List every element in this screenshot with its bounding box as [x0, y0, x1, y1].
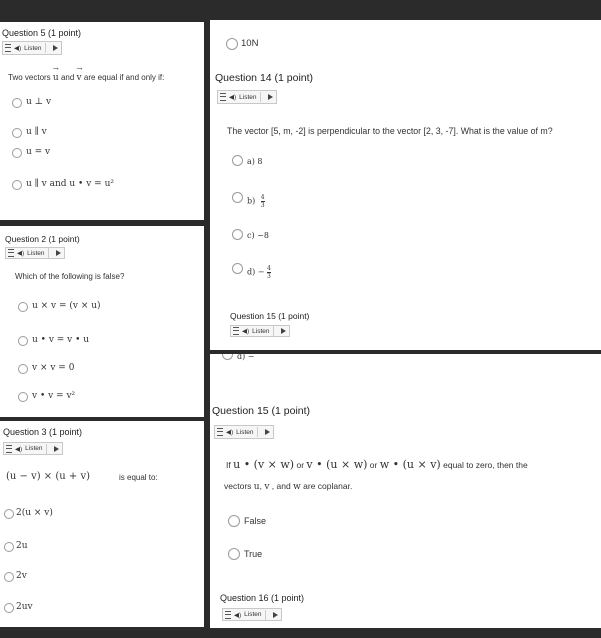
- listen-label: Listen: [24, 44, 42, 52]
- q3-option-2-label: 2u: [16, 541, 28, 551]
- question-14-panel: [210, 20, 601, 350]
- q5-option-4-label: u ∥ v and u • v = u²: [26, 179, 114, 189]
- q3-option-3-label: 2v: [16, 571, 27, 581]
- q3-option-2-radio[interactable]: [4, 542, 14, 552]
- menu-icon: [220, 93, 226, 101]
- question-15-title: Question 15 (1 point): [212, 405, 311, 417]
- fraction-d: $\frac{4}{3}$: [267, 265, 271, 280]
- vec-v: v: [264, 482, 270, 492]
- menu-icon: [5, 44, 11, 52]
- prev-option-label: 10N: [241, 38, 259, 49]
- prev-option-radio[interactable]: [226, 38, 238, 50]
- question-14-listen-button[interactable]: [217, 90, 277, 104]
- q2-option-4-radio[interactable]: [18, 392, 28, 402]
- question-15-panel: [210, 354, 601, 628]
- play-icon: [56, 250, 61, 256]
- q14-option-b-label: b) $\frac{4}{3}$: [247, 194, 265, 209]
- q14-option-d-radio[interactable]: [232, 263, 243, 274]
- speaker-icon: ◀): [242, 328, 250, 335]
- vector-v: → v: [77, 73, 82, 83]
- question-2-panel: [0, 226, 204, 417]
- q15-option-false-radio[interactable]: [228, 515, 240, 527]
- speaker-icon: ◀): [229, 94, 237, 101]
- question-5-prompt: Two vectors → u and → v are equal if and only if:: [8, 70, 164, 83]
- question-16-listen-button[interactable]: [222, 608, 282, 621]
- menu-icon: [217, 428, 223, 436]
- question-3-prompt: is equal to:: [119, 473, 158, 482]
- q2-option-3-radio[interactable]: [18, 364, 28, 374]
- q2-option-4-label: v • v = v²: [32, 391, 76, 401]
- q5-option-1-label: u ⊥ v: [26, 97, 52, 107]
- question-15-peek-listen-button[interactable]: [230, 325, 290, 337]
- q14-option-a-label: a) 8: [247, 157, 263, 166]
- divider: [257, 427, 258, 437]
- speaker-icon: ◀): [17, 250, 25, 257]
- question-15-listen-button[interactable]: [214, 425, 274, 439]
- speaker-icon: ◀): [15, 445, 23, 453]
- q3-option-4-radio[interactable]: [4, 603, 14, 613]
- q15-option-false-label: False: [244, 516, 267, 526]
- q3-option-1-radio[interactable]: [4, 509, 14, 519]
- q14-option-c-radio[interactable]: [232, 229, 243, 240]
- q2-option-3-label: v × v = 0: [32, 363, 75, 373]
- q14-option-b-radio[interactable]: [232, 192, 243, 203]
- expr-3: w • (u × v): [379, 458, 441, 471]
- listen-label: Listen: [236, 428, 254, 436]
- listen-label: Listen: [25, 445, 43, 452]
- q5-option-3-radio[interactable]: [12, 148, 22, 158]
- listen-label: Listen: [252, 327, 270, 335]
- divider: [273, 326, 274, 336]
- divider: [265, 610, 266, 620]
- listen-label: Listen: [27, 249, 45, 257]
- divider: [45, 43, 46, 53]
- divider: [260, 92, 261, 102]
- question-2-listen-button[interactable]: [5, 247, 65, 259]
- menu-icon: [233, 327, 239, 335]
- q2-option-2-label: u • v = v • u: [32, 335, 90, 345]
- question-15-peek-title: Question 15 (1 point): [230, 311, 310, 321]
- question-2-prompt: Which of the following is false?: [15, 272, 125, 281]
- vec-w: w: [293, 482, 301, 492]
- q2-option-1-radio[interactable]: [18, 302, 28, 312]
- expr-2: v • (u × w): [306, 458, 368, 471]
- q5-option-2-radio[interactable]: [12, 128, 22, 138]
- question-3-panel: [0, 421, 204, 627]
- q15-option-true-label: True: [244, 549, 263, 559]
- question-14-prompt: The vector [5, m, -2] is perpendicular to the vector [2, 3, -7]. What is the value of m?: [227, 126, 553, 136]
- speaker-icon: ◀): [226, 429, 234, 436]
- question-3-listen-button[interactable]: [3, 442, 63, 455]
- vector-u: → u: [53, 73, 59, 83]
- question-2-title: Question 2 (1 point): [5, 234, 80, 244]
- question-15-prompt-line-1: If u • (v × w) or v • (u × w) or w • (u × v) equal to zero, then the: [226, 458, 528, 471]
- play-icon: [281, 328, 286, 334]
- cut-option-radio[interactable]: [222, 354, 233, 360]
- question-3-title: Question 3 (1 point): [3, 427, 83, 437]
- menu-icon: [6, 445, 12, 453]
- q14-option-c-label: c) −8: [247, 231, 269, 240]
- cut-option-label: d) −: [237, 354, 255, 361]
- q5-option-1-radio[interactable]: [12, 98, 22, 108]
- q3-option-1-label: 2(u × v): [16, 508, 53, 518]
- play-icon: [273, 612, 278, 618]
- menu-icon: [8, 249, 14, 257]
- question-3-expression: (u − v) × (u + v): [6, 471, 90, 482]
- play-icon: [268, 94, 273, 100]
- menu-icon: [225, 611, 231, 619]
- q3-option-3-radio[interactable]: [4, 572, 14, 582]
- question-16-title: Question 16 (1 point): [220, 593, 305, 603]
- play-icon: [54, 446, 59, 452]
- question-14-title: Question 14 (1 point): [215, 72, 314, 84]
- q2-option-1-label: u × v = (v × u): [32, 301, 101, 311]
- speaker-icon: ◀): [14, 45, 22, 52]
- expr-1: u • (v × w): [233, 458, 295, 471]
- q2-option-2-radio[interactable]: [18, 336, 28, 346]
- q3-option-4-label: 2uv: [16, 602, 33, 612]
- q5-option-3-label: u = v: [26, 147, 51, 157]
- question-15-prompt-line-2: vectors u, v , and w are coplanar.: [224, 481, 353, 492]
- fraction-b: $\frac{4}{3}$: [260, 194, 265, 209]
- listen-label: Listen: [244, 611, 262, 618]
- vec-u: u: [253, 482, 260, 492]
- speaker-icon: ◀): [234, 611, 242, 619]
- question-5-title: Question 5 (1 point): [2, 28, 82, 38]
- question-5-panel: [0, 22, 204, 220]
- q14-option-a-radio[interactable]: [232, 155, 243, 166]
- q14-option-d-label: d) − $\frac{4}{3}$: [247, 265, 271, 280]
- play-icon: [53, 45, 58, 51]
- divider: [46, 444, 47, 454]
- q5-option-2-label: u ∥ v: [26, 127, 47, 137]
- q15-option-true-radio[interactable]: [228, 548, 240, 560]
- question-5-listen-button[interactable]: [2, 41, 62, 55]
- listen-label: Listen: [239, 93, 257, 101]
- play-icon: [265, 429, 270, 435]
- q5-option-4-radio[interactable]: [12, 180, 22, 190]
- divider: [48, 248, 49, 258]
